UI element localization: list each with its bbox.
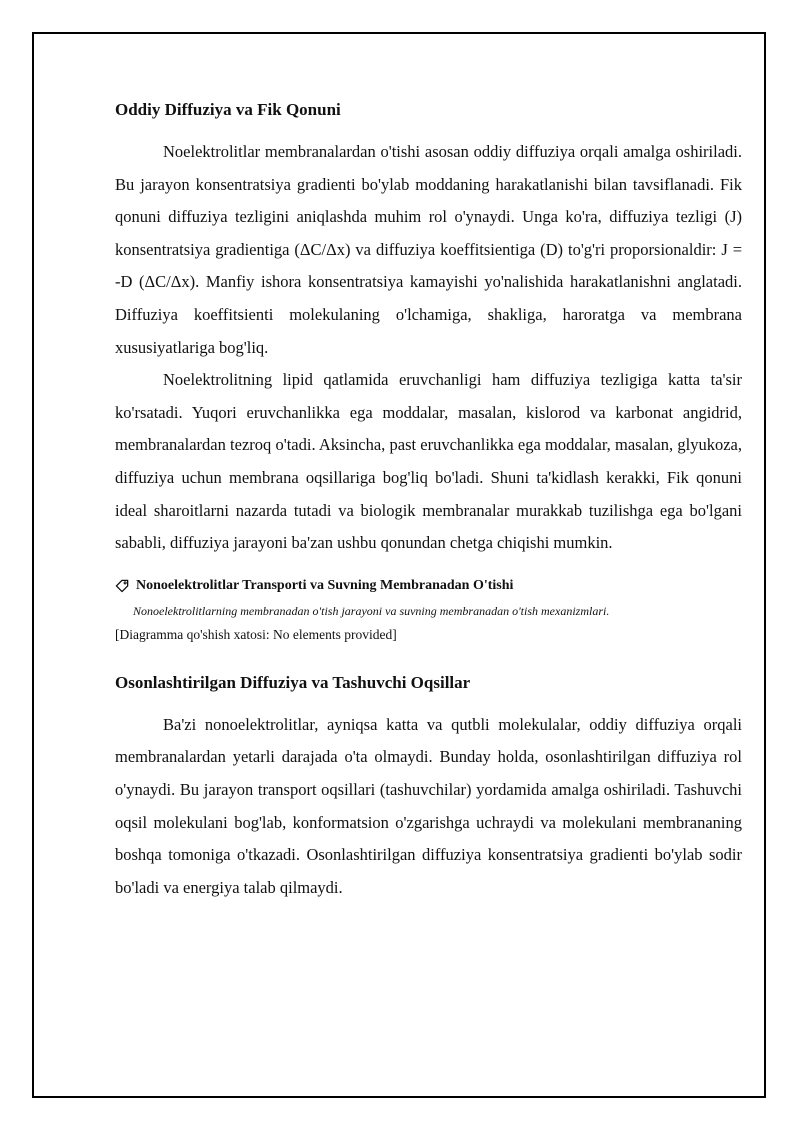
paragraph: Ba'zi nonoelektrolitlar, ayniqsa katta va qutbli molekulalar, oddiy diffuziya orqali membranalardan yetarli darajada o'ta olmaydi. Bunday holda, osonlashtirilgan diffuziya rol o'ynaydi. Bu jarayon transport oqsillari (tashuvchilar) yordamida amalga oshiriladi. Tashuvchi oqsil molekulani bog'lab, konformatsion o'zgarishga uchraydi va molekulani membrananing boshqa tomoniga o'tkazadi. Osonlashtirilgan diffuziya konsentratsiya gradienti bo'ylab sodir bo'ladi va energiya talab qilmaydi. [115,714,742,897]
document-body [115,98,742,904]
diagram-title-text: Nonoelektrolitlar Transporti va Suvning Membranadan O'tishi [136,577,514,593]
tag-icon [115,578,130,593]
section-heading-facilitated-diffusion: Osonlashtirilgan Diffuziya va Tashuvchi Oqsillar [115,672,471,692]
diagram-title [115,576,742,596]
diagram-error-message: [Diagramma qo'shish xatosi: No elements provided] [115,626,397,642]
paragraph: Noelektrolitning lipid qatlamida eruvchanligi ham diffuziya tezligiga katta ta'sir ko'rsatadi. Yuqori eruvchanlikka ega moddalar, masalan, kislorod va karbonat angidrid, membranalardan tezroq o'tadi. Aksincha, past eruvchanlikka ega moddalar, masalan, glyukoza, diffuziya uchun membrana oqsillariga bog'liq bo'ladi. Shuni ta'kidlash kerakki, Fik qonuni ideal sharoitlarni nazarda tutadi va biologik membranalar murakkab tuzilishga ega bo'lgani sababli, diffuziya jarayoni ba'zan ushbu qonundan chetga chiqishi mumkin. [115,370,742,553]
diagram-caption: Nonoelektrolitlarning membranadan o'tish jarayoni va suvning membranadan o'tish mexanizmlari. [133,603,610,618]
paragraph: Noelektrolitlar membranalardan o'tishi asosan oddiy diffuziya orqali amalga oshiriladi. Bu jarayon konsentratsiya gradienti bo'ylab moddaning harakatlanishi bilan tavsiflanadi. Fik qonuni diffuziya tezligini aniqlashda muhim rol o'ynaydi. Unga ko'ra, diffuziya tezligi (J) konsentratsiya gradientiga (ΔC/Δx) va diffuziya koeffitsientiga (D) to'g'ri proporsionaldir: J = -D (ΔC/Δx). Manfiy ishora konsentratsiya kamayishi yo'nalishida harakatlanishni anglatadi. Diffuziya koeffitsienti molekulaning o'lchamiga, shakliga, haroratga va membrana xususiyatlariga bog'liq. [115,142,742,357]
section-heading-simple-diffusion: Oddiy Diffuziya va Fik Qonuni [115,100,341,119]
